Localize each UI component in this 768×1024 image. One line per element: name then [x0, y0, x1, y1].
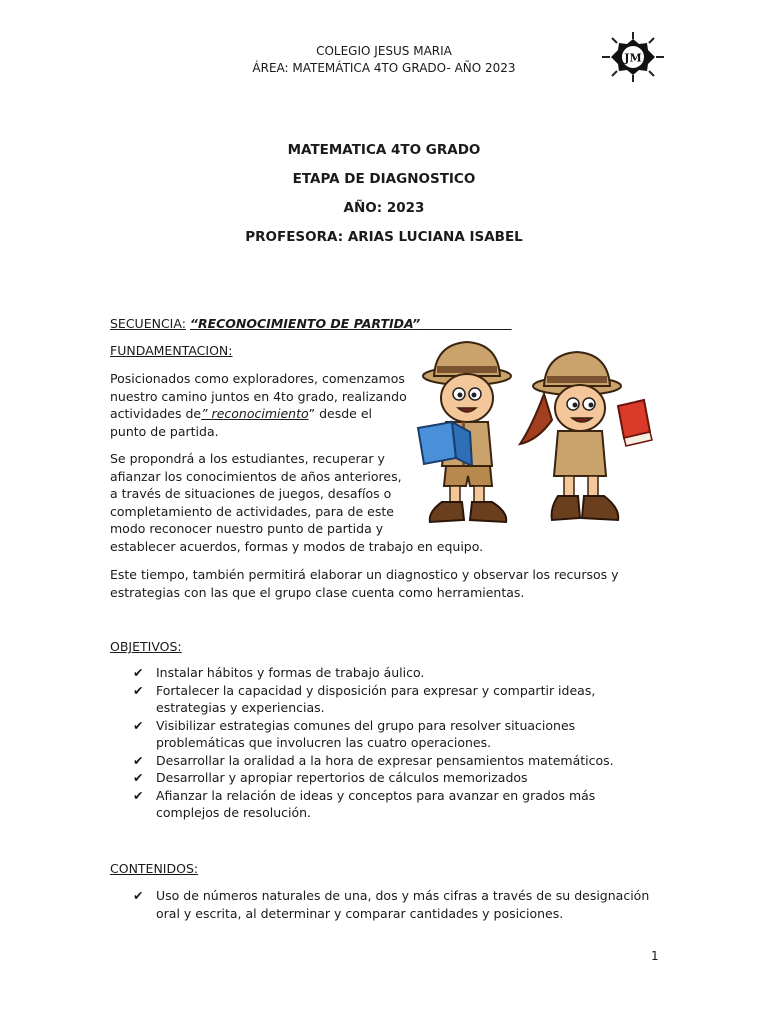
fundamentacion-heading: FUNDAMENTACION:	[110, 343, 233, 358]
checkmark-icon: ✔	[133, 752, 144, 768]
objetivos-list	[110, 664, 650, 822]
sequence-label: SECUENCIA:	[110, 316, 186, 331]
list-item-text: Visibilizar estrategias comunes del grupo para resolver situaciones problemáticas que involucren las cuatro operaciones.	[156, 717, 576, 750]
checkmark-icon: ✔	[133, 682, 144, 698]
title-block	[0, 140, 768, 256]
school-logo	[598, 30, 668, 84]
list-item	[110, 664, 650, 682]
school-name: COLEGIO JESUS MARIA	[316, 44, 452, 58]
checkmark-icon: ✔	[133, 787, 144, 803]
paragraph-1-text: Posicionados como exploradores, comenzamos nuestro camino juntos en 4to grado, realizando actividades de	[110, 371, 407, 421]
fundamentacion-paragraph-1	[110, 370, 410, 440]
list-item-text: Instalar hábitos y formas de trabajo áulico.	[156, 665, 425, 680]
logo-text: JM	[624, 51, 642, 65]
checkmark-icon: ✔	[133, 770, 144, 785]
checkmark-icon: ✔	[133, 888, 144, 903]
list-item-text: Fortalecer la capacidad y disposición para expresar y compartir ideas, estrategias y experiencias.	[156, 682, 596, 715]
explorers-illustration	[412, 336, 662, 531]
sequence-underline-fill	[420, 316, 511, 331]
title-stage: ETAPA DE DIAGNOSTICO	[292, 171, 476, 187]
list-item-text: Desarrollar y apropiar repertorios de cálculos memorizados	[156, 770, 528, 785]
list-item-text: Desarrollar la oralidad a la hora de expresar pensamientos matemáticos.	[156, 752, 614, 768]
list-item	[110, 717, 650, 752]
title-teacher: PROFESORA: ARIAS LUCIANA ISABEL	[245, 229, 523, 245]
list-item	[110, 787, 650, 822]
title-subject: MATEMATICA 4TO GRADO	[287, 142, 481, 158]
contenidos-list	[110, 887, 650, 922]
checkmark-icon: ✔	[133, 717, 144, 733]
title-year: AÑO: 2023	[343, 200, 425, 216]
objetivos-heading: OBJETIVOS:	[110, 639, 182, 654]
fundamentacion-paragraph-2-end: establecer acuerdos, formas y modos de trabajo en equipo.	[110, 539, 484, 554]
list-item	[110, 682, 650, 717]
fundamentacion-paragraph-3: Este tiempo, también permitirá elaborar un diagnostico y observar los recursos y estrategias con las que el grupo clase cuenta como herramientas.	[110, 567, 619, 600]
list-item	[110, 769, 650, 787]
explorer-boy	[418, 342, 511, 522]
area-line: ÁREA: MATEMÁTICA 4TO GRADO- AÑO 2023	[252, 61, 516, 75]
explorer-girl	[520, 352, 652, 520]
list-item	[110, 752, 650, 770]
contenidos-heading: CONTENIDOS:	[110, 861, 199, 876]
sequence-value: “RECONOCIMIENTO DE PARTIDA”	[189, 316, 421, 331]
list-item-text: Uso de números naturales de una, dos y más cifras a través de su designación oral y escrita, al determinar y comparar cantidades y posiciones.	[156, 888, 650, 921]
paragraph-1-emphasis: ” reconocimiento	[201, 406, 309, 421]
list-item	[110, 887, 650, 922]
list-item-text: Afianzar la relación de ideas y conceptos para avanzar en grados más complejos de resolución.	[156, 787, 596, 820]
checkmark-icon: ✔	[133, 665, 144, 680]
sequence-line	[110, 315, 512, 333]
paragraph-1-end: ” desde el punto de partida.	[110, 406, 372, 439]
page-number: 1	[651, 949, 659, 963]
fundamentacion-paragraph-2: Se propondrá a los estudiantes, recuperar y afianzar los conocimientos de años anteriores, a través de situaciones de juegos, desafíos o completamiento de actividades, para de este modo reconocer nuestro punto de partida y	[110, 451, 402, 536]
